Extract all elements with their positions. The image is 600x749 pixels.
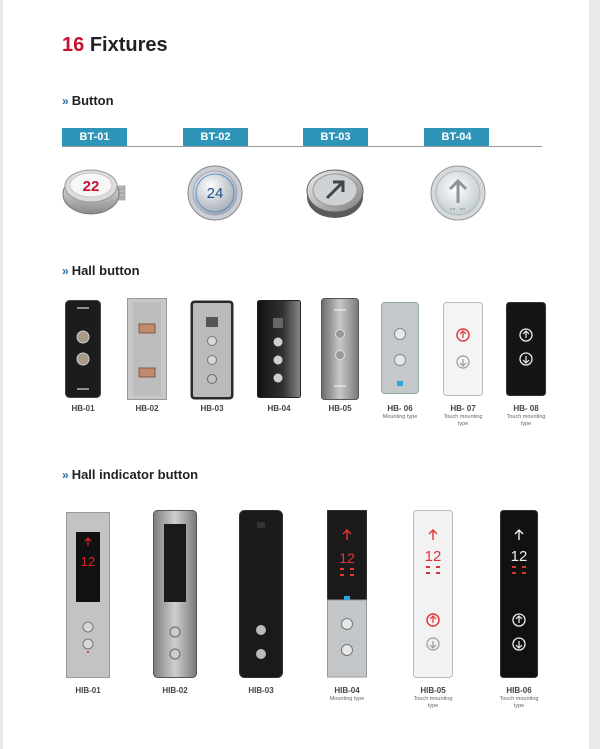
button-bt-03-image xyxy=(306,165,366,221)
section-heading-hall-button: » Hall button xyxy=(62,263,140,278)
double-chevron-icon: » xyxy=(62,94,66,108)
hib-05-label: HIB-05 xyxy=(420,686,446,695)
svg-text:12: 12 xyxy=(339,550,355,566)
tab-bt-01: BT-01 xyxy=(62,128,127,146)
hb-07-note: Touch mounting type xyxy=(443,414,483,427)
hall-button-hb-07 xyxy=(443,302,483,396)
hib-06-note: Touch mounting type xyxy=(499,696,539,709)
svg-text:12: 12 xyxy=(510,548,528,565)
double-chevron-icon: » xyxy=(62,468,66,482)
hall-indicator-hib-06 xyxy=(500,510,538,678)
chapter-number: 16 xyxy=(62,34,85,56)
bt-01-floor-number: 22 xyxy=(82,178,100,195)
hall-button-hb-08 xyxy=(506,302,546,396)
hall-indicator-hib-01 xyxy=(66,512,110,678)
hall-indicator-hib-05 xyxy=(413,510,453,678)
catalog-page xyxy=(3,0,589,749)
section-heading-button: » Button xyxy=(62,93,114,108)
bt-02-floor-number: 24 xyxy=(206,185,224,202)
button-bt-01-image xyxy=(61,164,129,216)
chapter-title: Fixtures xyxy=(89,34,168,56)
hall-button-hb-02 xyxy=(127,298,167,400)
tab-bt-03: BT-03 xyxy=(303,128,368,146)
svg-text:12: 12 xyxy=(424,548,442,565)
section-heading-hall-indicator-button: » Hall indicator button xyxy=(62,467,199,482)
hb-08-note: Touch mounting type xyxy=(506,414,546,427)
hb-02-label: HB-02 xyxy=(135,404,159,413)
page-title xyxy=(62,34,168,57)
tab-bt-04: BT-04 xyxy=(424,128,489,146)
hib-01-label: HIB-01 xyxy=(75,686,101,695)
hib-03-label: HIB-03 xyxy=(248,686,274,695)
accessibility-icon xyxy=(206,317,218,327)
double-chevron-icon: » xyxy=(62,264,66,278)
hib-04-label: HIB-04 xyxy=(334,686,360,695)
hib-06-label: HIB-06 xyxy=(506,686,532,695)
hall-indicator-hib-04 xyxy=(327,510,367,678)
hib-02-label: HIB-02 xyxy=(162,686,188,695)
hb-07-label: HB- 07 xyxy=(450,404,476,413)
hib-05-note: Touch mounting type xyxy=(413,696,453,709)
hall-button-hb-01 xyxy=(65,300,101,398)
hb-08-label: HB- 08 xyxy=(513,404,539,413)
hb-06-label: HB- 06 xyxy=(387,404,413,413)
button-bt-02-image xyxy=(186,165,244,221)
svg-text:12: 12 xyxy=(80,554,96,569)
tab-divider xyxy=(62,146,542,147)
hb-01-label: HB-01 xyxy=(71,404,95,413)
hall-button-hb-06 xyxy=(381,302,419,394)
button-bt-04-image xyxy=(429,165,489,221)
hb-04-label: HB-04 xyxy=(267,404,291,413)
hib-04-note: Mounting type xyxy=(329,696,365,702)
hall-button-hb-05 xyxy=(321,298,359,400)
hb-03-label: HB-03 xyxy=(200,404,224,413)
hall-indicator-hib-03 xyxy=(239,510,283,678)
hall-button-hb-04 xyxy=(257,300,301,398)
tab-bt-02: BT-02 xyxy=(183,128,248,146)
hb-06-note: Mounting type xyxy=(382,414,418,420)
hall-button-hb-03 xyxy=(190,300,234,400)
hall-indicator-hib-02 xyxy=(153,510,197,678)
hb-05-label: HB-05 xyxy=(328,404,352,413)
